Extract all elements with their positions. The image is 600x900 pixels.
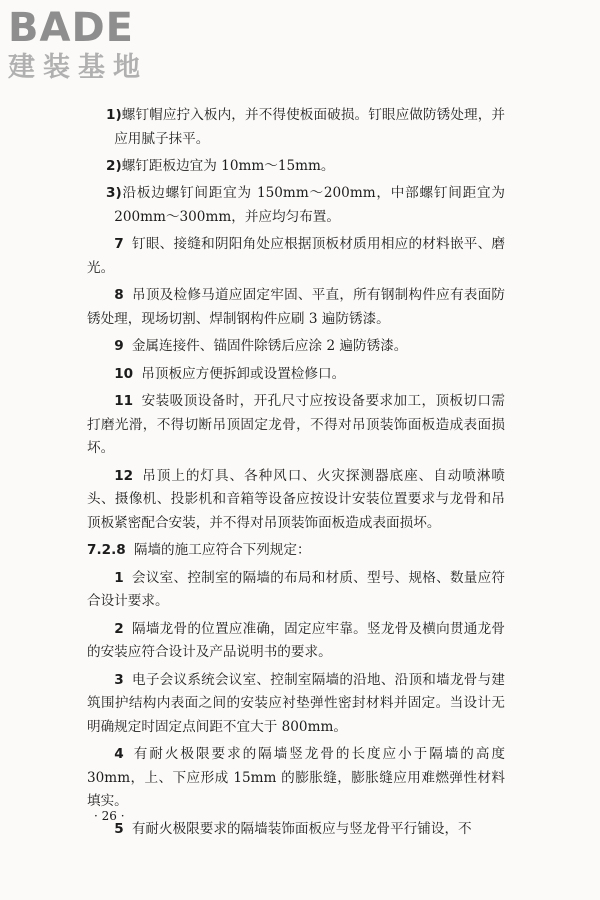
sub-item (87, 104, 505, 151)
list-item (87, 567, 505, 614)
item-number: 3) (106, 185, 122, 202)
sub-item (87, 182, 505, 229)
logo-subtitle: 建装基地 (8, 52, 148, 83)
item-number: 1) (106, 107, 122, 123)
item-number: 8 (114, 287, 124, 304)
list-item (87, 818, 505, 842)
item-text: 沿板边螺钉间距宜为 150mm～200mm，中部螺钉间距宜为 200mm～300mm，并应均匀布置。 (114, 185, 505, 225)
item-number: 7.2.8 (87, 542, 126, 559)
item-number: 12 (114, 467, 134, 484)
item-text: 隔墙龙骨的位置应准确，固定应牢靠。竖龙骨及横向贯通龙骨的安装应符合设计及产品说明书的要求。 (87, 620, 505, 661)
clause-heading (87, 539, 505, 563)
item-number: 5 (114, 820, 124, 837)
sub-item (87, 155, 505, 179)
item-text: 吊顶及检修马道应固定牢固、平直，所有钢制构件应有表面防锈处理，现场切割、焊制钢构件应刷 3 遍防锈漆。 (87, 287, 505, 327)
item-text: 隔墙的施工应符合下列规定： (133, 542, 311, 559)
page-number: · 26 · (94, 809, 125, 823)
bade-logo (8, 6, 148, 84)
list-item (87, 335, 505, 359)
item-text: 安装吸顶设备时，开孔尺寸应按设备要求加工，顶板切口需打磨光滑，不得切断吊顶固定龙骨，不得对吊顶装饰面板造成表面损坏。 (87, 393, 505, 457)
item-number: 9 (114, 338, 124, 355)
list-item (87, 618, 505, 665)
item-text: 有耐火极限要求的隔墙竖龙骨的长度应小于隔墙的高度30mm，上、下应形成 15mm 的膨胀缝，膨胀缝应用难燃弹性材料填实。 (87, 746, 505, 810)
item-number: 1 (114, 569, 124, 586)
list-item (87, 233, 505, 280)
item-text: 吊顶板应方便拆卸或设置检修口。 (141, 365, 346, 382)
item-number: 2) (106, 157, 122, 174)
item-text: 金属连接件、锚固件除锈后应涂 2 遍防锈漆。 (131, 338, 408, 355)
item-number: 11 (114, 393, 134, 410)
item-number: 10 (114, 365, 134, 382)
list-item (87, 743, 505, 814)
item-text: 螺钉帽应拧入板内，并不得使板面破损。钉眼应做防锈处理，并应用腻子抹平。 (114, 107, 505, 147)
list-item (87, 465, 505, 536)
item-text: 电子会议系统会议室、控制室隔墙的沿地、沿顶和墙龙骨与建筑围护结构内表面之间的安装应衬垫弹性密封材料并固定。当设计无明确规定时固定点间距不宜大于 800mm。 (87, 671, 505, 735)
list-item (87, 669, 505, 740)
item-number: 7 (114, 236, 124, 253)
page-body (87, 104, 505, 845)
logo-wordmark: BADE (8, 5, 134, 51)
item-text: 螺钉距板边宜为 10mm～15mm。 (121, 157, 335, 174)
item-number: 3 (114, 671, 124, 688)
list-item (87, 363, 505, 387)
item-text: 吊顶上的灯具、各种风口、火灾探测器底座、自动喷淋喷头、摄像机、投影机和音箱等设备应按设计安装位置要求与龙骨和吊顶板紧密配合安装，并不得对吊顶装饰面板造成表面损坏。 (87, 467, 505, 531)
item-number: 4 (114, 746, 124, 763)
item-text: 会议室、控制室的隔墙的布局和材质、型号、规格、数量应符合设计要求。 (87, 569, 505, 610)
list-item (87, 390, 505, 461)
item-text: 有耐火极限要求的隔墙装饰面板应与竖龙骨平行铺设，不 (131, 820, 472, 837)
item-number: 2 (114, 620, 124, 637)
list-item (87, 284, 505, 331)
item-text: 钉眼、接缝和阴阳角处应根据顶板材质用相应的材料嵌平、磨光。 (87, 236, 505, 276)
